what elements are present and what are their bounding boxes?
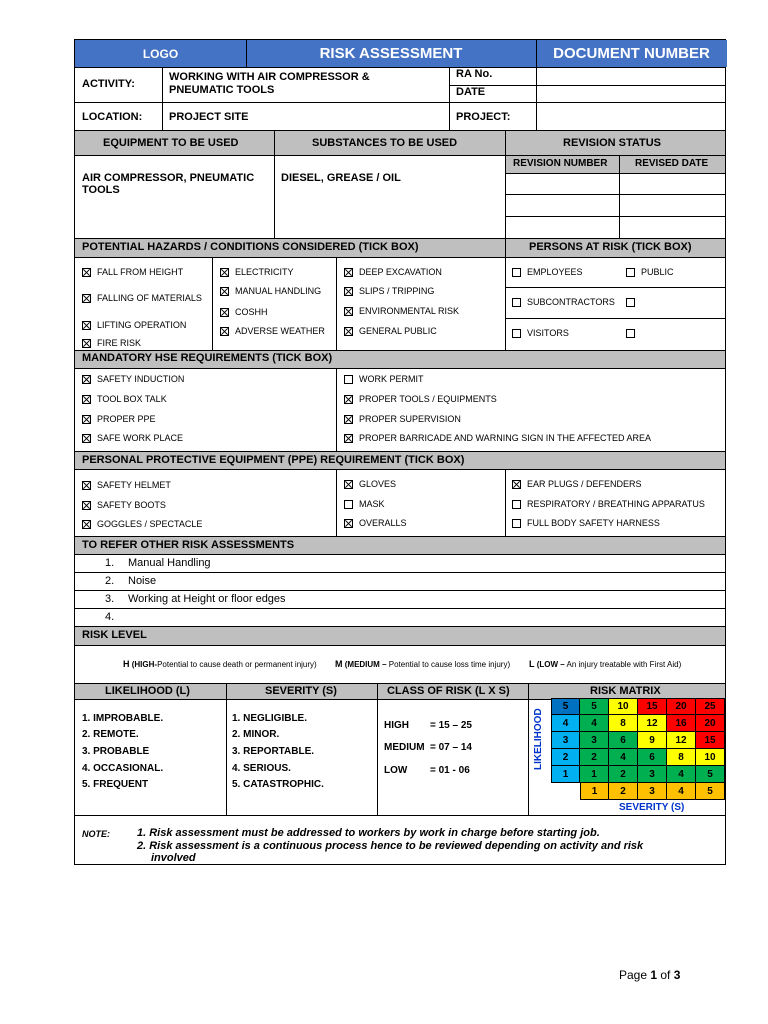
location-value: PROJECT SITE: [169, 111, 249, 123]
matrix-cell: 8: [609, 715, 638, 732]
class-of-risk-header: CLASS OF RISK (L X S): [387, 685, 510, 697]
person-right-2-checkbox[interactable]: [626, 329, 635, 338]
hazard-2-0-checkbox[interactable]: [344, 268, 353, 277]
hazard-0-3-checkbox[interactable]: [82, 339, 91, 348]
hse-left-3-checkbox[interactable]: [82, 434, 91, 443]
hse-left-1-checkbox[interactable]: [82, 395, 91, 404]
ppe-col1-2-checkbox[interactable]: [82, 520, 91, 529]
ppe-col1-0-label: SAFETY HELMET: [97, 480, 171, 490]
likelihood-item: 3. PROBABLE: [82, 746, 150, 757]
hse-right-0-checkbox[interactable]: [344, 375, 353, 384]
hse-right-1-checkbox[interactable]: [344, 395, 353, 404]
likelihood-item: 5. FREQUENT: [82, 779, 149, 790]
hse-right-3-label: PROPER BARRICADE AND WARNING SIGN IN THE AFFECTED AREA: [359, 433, 652, 443]
refer-item-number: 2.: [105, 575, 115, 587]
activity-label: ACTIVITY:: [82, 78, 135, 90]
activity-value-line2: PNEUMATIC TOOLS: [169, 84, 275, 96]
ppe-col2-2-checkbox[interactable]: [344, 519, 353, 528]
risk-level-header: RISK LEVEL: [82, 629, 147, 641]
matrix-cell: 10: [609, 698, 638, 715]
refer-item-text: Manual Handling: [128, 557, 211, 569]
matrix-cell: 5: [551, 698, 580, 715]
matrix-cell: 12: [638, 715, 667, 732]
activity-value-line1: WORKING WITH AIR COMPRESSOR &: [169, 71, 370, 83]
hazard-1-2-label: COSHH: [235, 307, 268, 317]
revised-date-header: REVISED DATE: [635, 158, 709, 169]
note-line3: involved: [151, 852, 196, 864]
matrix-cell: 4: [580, 715, 609, 732]
persons-at-risk-header: PERSONS AT RISK (TICK BOX): [529, 241, 692, 253]
hazard-1-0-checkbox[interactable]: [220, 268, 229, 277]
refer-item-text: Working at Height or floor edges: [128, 593, 286, 605]
matrix-cell: 1: [580, 766, 609, 783]
matrix-cell: 1: [551, 766, 580, 783]
ppe-col2-1-label: MASK: [359, 499, 385, 509]
matrix-cell: 3: [551, 732, 580, 749]
person-right-0-label: PUBLIC: [641, 267, 674, 277]
hazard-1-0-label: ELECTRICITY: [235, 267, 294, 277]
hazard-1-2-checkbox[interactable]: [220, 308, 229, 317]
note-label: NOTE:: [82, 829, 110, 839]
likelihood-item: 4. OCCASIONAL.: [82, 763, 164, 774]
note-line1: 1. Risk assessment must be addressed to workers by work in charge before starting job.: [137, 827, 600, 839]
person-0-label: EMPLOYEES: [527, 267, 583, 277]
matrix-cell: 20: [696, 715, 725, 732]
ra-number-label: RA No.: [456, 68, 493, 80]
matrix-cell: 4: [609, 749, 638, 766]
note-line2: 2. Risk assessment is a continuous process hence to be reviewed depending on activity and risk: [137, 840, 644, 852]
matrix-cell: 15: [696, 732, 725, 749]
hazard-0-3-label: FIRE RISK: [97, 338, 142, 348]
project-label: PROJECT:: [456, 111, 511, 123]
matrix-cell: 12: [667, 732, 696, 749]
ppe-col3-2-label: FULL BODY SAFETY HARNESS: [527, 518, 660, 528]
likelihood-item: 2. REMOTE.: [82, 729, 139, 740]
risk-class-range: = 15 – 25: [430, 720, 472, 731]
hse-left-0-checkbox[interactable]: [82, 375, 91, 384]
likelihood-header: LIKELIHOOD (L): [105, 685, 190, 697]
matrix-cell: 15: [638, 698, 667, 715]
risk-class-label: HIGH: [384, 720, 409, 731]
form-title: RISK ASSESSMENT: [246, 40, 536, 67]
hazard-2-3-label: GENERAL PUBLIC: [359, 326, 437, 336]
revision-number-header: REVISION NUMBER: [513, 158, 608, 169]
severity-item: 1. NEGLIGIBLE.: [232, 713, 308, 724]
hse-left-1-label: TOOL BOX TALK: [97, 394, 167, 404]
matrix-cell: 4: [667, 766, 696, 783]
person-2-checkbox[interactable]: [512, 329, 521, 338]
risk-level-medium: M (MEDIUM – Potential to cause loss time injury): [335, 659, 511, 669]
hazard-0-0-label: FALL FROM HEIGHT: [97, 267, 184, 277]
equipment-value-line1: AIR COMPRESSOR, PNEUMATIC: [82, 172, 255, 184]
hazard-0-1-label: FALLING OF MATERIALS: [97, 293, 202, 303]
hazard-2-2-checkbox[interactable]: [344, 307, 353, 316]
hazard-0-2-label: LIFTING OPERATION: [97, 320, 187, 330]
refer-item-text: Noise: [128, 575, 157, 587]
severity-item: 2. MINOR.: [232, 729, 280, 740]
refer-item-number: 4.: [105, 611, 115, 623]
person-right-0-checkbox[interactable]: [626, 268, 635, 277]
ppe-col3-0-checkbox[interactable]: [512, 480, 521, 489]
ppe-col2-0-checkbox[interactable]: [344, 480, 353, 489]
substances-value: DIESEL, GREASE / OIL: [281, 172, 401, 184]
risk-class-label: LOW: [384, 765, 408, 776]
ppe-col3-1-label: RESPIRATORY / BREATHING APPARATUS: [527, 499, 705, 509]
document-number-header: DOCUMENT NUMBER: [536, 40, 727, 67]
likelihood-item: 1. IMPROBABLE.: [82, 713, 164, 724]
matrix-likelihood-label: LIKELIHOOD: [533, 708, 544, 770]
hazard-2-0-label: DEEP EXCAVATION: [359, 267, 442, 277]
equipment-header: EQUIPMENT TO BE USED: [103, 137, 239, 149]
severity-item: 4. SERIOUS.: [232, 763, 291, 774]
refer-header: TO REFER OTHER RISK ASSESSMENTS: [82, 539, 295, 551]
risk-matrix-header: RISK MATRIX: [590, 685, 661, 697]
matrix-cell: 1: [580, 783, 609, 800]
ra-number-field[interactable]: [536, 68, 725, 85]
hazard-2-1-checkbox[interactable]: [344, 287, 353, 296]
ppe-col1-1-label: SAFETY BOOTS: [97, 500, 166, 510]
matrix-severity-label: SEVERITY (S): [619, 802, 685, 813]
ppe-header: PERSONAL PROTECTIVE EQUIPMENT (PPE) REQUIREMENT (TICK BOX): [82, 454, 465, 466]
ppe-col1-2-label: GOGGLES / SPECTACLE: [97, 519, 203, 529]
hazard-1-3-checkbox[interactable]: [220, 327, 229, 336]
ppe-col2-0-label: GLOVES: [359, 479, 397, 489]
risk-class-range: = 07 – 14: [430, 742, 472, 753]
severity-item: 5. CATASTROPHIC.: [232, 779, 324, 790]
matrix-cell: 16: [667, 715, 696, 732]
matrix-cell: 2: [609, 766, 638, 783]
risk-level-high: H (HIGH-Potential to cause death or permanent injury): [123, 659, 317, 669]
matrix-cell: 20: [667, 698, 696, 715]
matrix-cell: 3: [580, 732, 609, 749]
ppe-col1-0-checkbox[interactable]: [82, 481, 91, 490]
ppe-col3-0-label: EAR PLUGS / DEFENDERS: [527, 479, 642, 489]
matrix-cell: 5: [696, 766, 725, 783]
hse-header: MANDATORY HSE REQUIREMENTS (TICK BOX): [82, 352, 333, 364]
matrix-cell: 3: [638, 766, 667, 783]
hazard-1-3-label: ADVERSE WEATHER: [235, 326, 325, 336]
hse-right-3-checkbox[interactable]: [344, 434, 353, 443]
matrix-cell: 2: [551, 749, 580, 766]
logo-cell: LOGO: [75, 40, 246, 67]
hazard-2-1-label: SLIPS / TRIPPING: [359, 286, 435, 296]
hse-right-0-label: WORK PERMIT: [359, 374, 424, 384]
matrix-cell: 8: [667, 749, 696, 766]
location-label: LOCATION:: [82, 111, 143, 123]
refer-item-number: 3.: [105, 593, 115, 605]
hse-right-2-label: PROPER SUPERVISION: [359, 414, 461, 424]
hazard-1-1-label: MANUAL HANDLING: [235, 286, 322, 296]
person-2-label: VISITORS: [527, 328, 569, 338]
risk-level-low: L (LOW – An injury treatable with First Aid): [529, 659, 682, 669]
hse-right-2-checkbox[interactable]: [344, 415, 353, 424]
risk-class-range: = 01 - 06: [430, 765, 470, 776]
date-label: DATE: [456, 86, 486, 98]
revision-status-header: REVISION STATUS: [563, 137, 661, 149]
matrix-cell: 3: [638, 783, 667, 800]
matrix-cell: 4: [551, 715, 580, 732]
ppe-col3-1-checkbox[interactable]: [512, 500, 521, 509]
ppe-col2-1-checkbox[interactable]: [344, 500, 353, 509]
date-field[interactable]: [536, 85, 725, 102]
hse-left-0-label: SAFETY INDUCTION: [97, 374, 185, 384]
person-1-checkbox[interactable]: [512, 298, 521, 307]
person-right-1-checkbox[interactable]: [626, 298, 635, 307]
severity-header: SEVERITY (S): [265, 685, 337, 697]
project-field[interactable]: [536, 103, 725, 130]
person-1-label: SUBCONTRACTORS: [527, 297, 615, 307]
matrix-cell: 6: [638, 749, 667, 766]
matrix-cell: 5: [580, 698, 609, 715]
hazard-2-3-checkbox[interactable]: [344, 327, 353, 336]
matrix-cell: 4: [667, 783, 696, 800]
hse-left-2-checkbox[interactable]: [82, 415, 91, 424]
hazards-header: POTENTIAL HAZARDS / CONDITIONS CONSIDERED (TICK BOX): [82, 241, 419, 253]
matrix-cell: 10: [696, 749, 725, 766]
hazard-0-2-checkbox[interactable]: [82, 321, 91, 330]
page-indicator: Page 1 of 3: [619, 968, 681, 982]
risk-class-label: MEDIUM: [384, 742, 425, 753]
equipment-value-line2: TOOLS: [82, 184, 120, 196]
matrix-cell: 5: [696, 783, 725, 800]
matrix-cell: 9: [638, 732, 667, 749]
person-0-checkbox[interactable]: [512, 268, 521, 277]
risk-assessment-form: [74, 39, 726, 865]
risk-level-header-bar: [75, 627, 725, 645]
substances-header: SUBSTANCES TO BE USED: [312, 137, 458, 149]
severity-item: 3. REPORTABLE.: [232, 746, 315, 757]
hse-right-1-label: PROPER TOOLS / EQUIPMENTS: [359, 394, 497, 404]
matrix-cell: 6: [609, 732, 638, 749]
ppe-col2-2-label: OVERALLS: [359, 518, 407, 528]
matrix-cell: 25: [696, 698, 725, 715]
matrix-cell: 2: [609, 783, 638, 800]
hazard-0-0-checkbox[interactable]: [82, 268, 91, 277]
hse-left-3-label: SAFE WORK PLACE: [97, 433, 184, 443]
hse-left-2-label: PROPER PPE: [97, 414, 156, 424]
matrix-cell: 2: [580, 749, 609, 766]
hazard-0-1-checkbox[interactable]: [82, 294, 91, 303]
ppe-col3-2-checkbox[interactable]: [512, 519, 521, 528]
hazard-1-1-checkbox[interactable]: [220, 287, 229, 296]
refer-item-number: 1.: [105, 557, 115, 569]
hazard-2-2-label: ENVIRONMENTAL RISK: [359, 306, 460, 316]
ppe-col1-1-checkbox[interactable]: [82, 501, 91, 510]
